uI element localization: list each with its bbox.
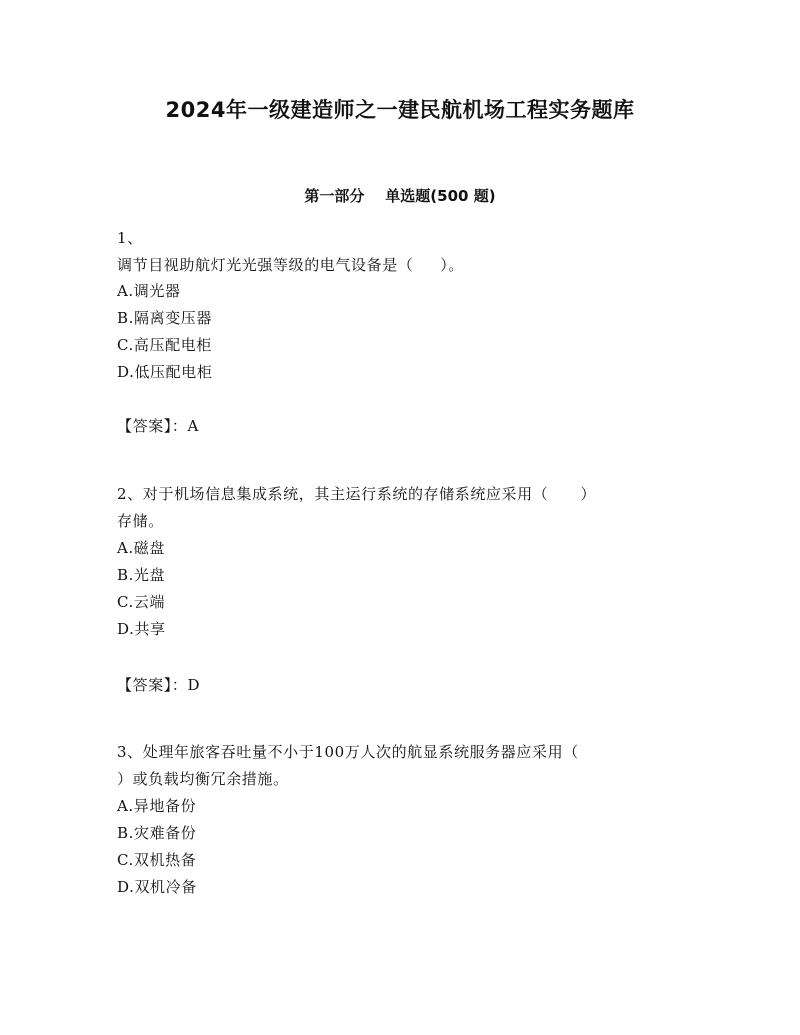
question-2-option-a: A.磁盘 — [117, 539, 166, 557]
question-2-answer: 【答案】：D — [117, 676, 201, 694]
question-1-option-b: B.隔离变压器 — [117, 309, 212, 327]
question-3-option-d: D.双机冷备 — [117, 878, 197, 896]
question-3-stem-line-1: 3、处理年旅客吞吐量不小于100万人次的航显系统服务器应采用（ — [117, 743, 579, 761]
question-2-option-c: C.云端 — [117, 593, 166, 611]
question-1-option-c: C.高压配电柜 — [117, 336, 212, 354]
document-title: 2024年一级建造师之一建民航机场工程实务题库 — [165, 98, 635, 122]
question-2-option-d: D.共享 — [117, 620, 166, 638]
question-1-stem: 调节目视助航灯光光强等级的电气设备是（ ）。 — [117, 256, 464, 274]
question-1-option-d: D.低压配电柜 — [117, 363, 213, 381]
question-1-number: 1、 — [117, 229, 143, 247]
question-1-answer: 【答案】：A — [117, 417, 199, 435]
question-1-option-a: A.调光器 — [117, 282, 181, 300]
question-3-option-c: C.双机热备 — [117, 851, 197, 869]
question-2-stem-line-1: 2、对于机场信息集成系统，其主运行系统的存储系统应采用（ ） — [117, 485, 597, 503]
section-title: 第一部分 单选题(500 题) — [304, 187, 496, 205]
question-3-stem-line-2: ）或负载均衡冗余措施。 — [117, 770, 289, 788]
question-3-option-b: B.灾难备份 — [117, 824, 197, 842]
question-2-stem-line-2: 存储。 — [117, 512, 164, 530]
question-2-option-b: B.光盘 — [117, 566, 166, 584]
question-3-option-a: A.异地备份 — [117, 797, 197, 815]
